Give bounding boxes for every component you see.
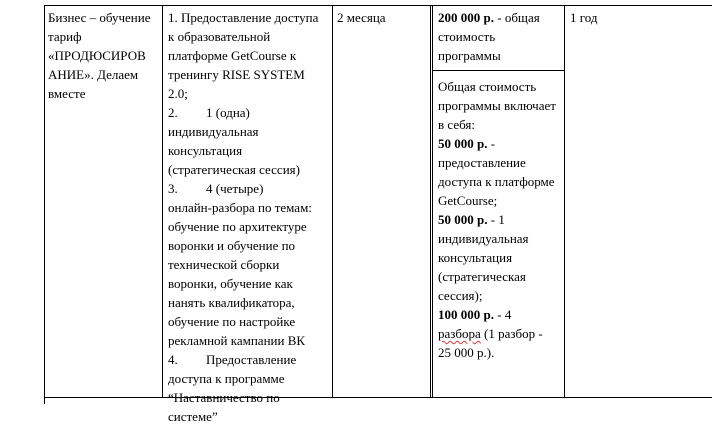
text-line: вместе [48,86,86,101]
col-divider-1 [162,5,163,398]
price-label: - общая [493,10,540,25]
list-text: 4 (четыре) [206,181,264,196]
price-value: 50 000 р. [438,212,488,227]
price-line [438,305,562,324]
text-line: GetCourse; [438,193,498,208]
text-line: Общая стоимость [438,79,537,94]
price-label: - 1 [487,212,505,227]
cell-price-breakdown [438,77,562,362]
text-line: нанять квалификатора, [168,295,295,310]
text-line: индивидуальная [168,124,259,139]
col4-split-border [432,70,565,71]
text-line: индивидуальная [438,231,529,246]
list-text: Предоставление доступа [181,10,319,25]
list-item-4 [168,350,330,369]
price-value: 100 000 р. [438,307,494,322]
list-item-3 [168,179,330,198]
price-label: - 4 [493,307,512,322]
table-row-bottom-border [44,397,712,398]
text-line: консультация [438,250,513,265]
text-line: «ПРОДЮСИРОВ [48,48,146,63]
text-line: Бизнес – обучение [48,10,151,25]
price-line [438,210,562,229]
text-line [438,324,562,343]
list-item-2 [168,103,330,122]
text-line: “Наставничество по [168,390,280,405]
col-divider-4 [564,5,565,398]
text-line: программы [438,48,501,63]
text-line: доступа к платформе [438,174,555,189]
text-line: стоимость [438,29,496,44]
text-line: 2.0; [168,86,188,101]
text-line: АНИЕ». Делаем [48,67,139,82]
col-divider-2 [332,5,333,398]
text-line: обучение по настройке [168,314,296,329]
text-line: воронки и обучение по [168,238,296,253]
list-number: 3. [168,181,178,196]
cell-duration [337,8,427,27]
col-divider-3-double [430,5,431,398]
text-line: (стратегическая сессия) [168,162,300,177]
list-number: 1. [168,10,178,25]
cell-tariff-name [48,8,160,103]
text-line: системе” [168,409,218,424]
price-line [438,8,562,27]
table-top-border [44,5,712,6]
list-text: Предоставление [206,352,297,367]
list-item-1 [168,8,330,27]
cell-total-price [438,8,562,65]
list-text: 1 (одна) [206,105,250,120]
text-line: сессия); [438,288,483,303]
price-label: - [487,136,496,151]
text-line: тариф [48,29,82,44]
list-number: 4. [168,352,178,367]
text-line: технической сборки [168,257,280,272]
text-line: рекламной кампании ВК [168,333,306,348]
text-line: тренингу RISE SYSTEM [168,67,305,82]
text-line: обучение по архитектуре [168,219,307,234]
price-line [438,134,562,153]
list-number: 2. [168,105,178,120]
text-line: предоставление [438,155,526,170]
text-line: в себя: [438,117,475,132]
cell-services-list [168,8,330,426]
text-line: платформе GetCourse к [168,48,297,63]
cell-validity [570,8,690,27]
text-line: консультация [168,143,243,158]
text-fragment: (1 разбор - [480,326,543,341]
price-value: 200 000 р. [438,10,494,25]
text-line: воронки, обучение как [168,276,293,291]
text-line: 25 000 р.). [438,345,495,360]
text-line: (стратегическая [438,269,526,284]
table-left-border [44,5,45,404]
validity-text: 1 год [570,10,598,25]
text-line: программы включает [438,98,556,113]
text-line: доступа к программе [168,371,285,386]
spellcheck-word: разбора [438,326,481,341]
duration-text: 2 месяца [337,10,386,25]
text-line: к образовательной [168,29,271,44]
text-line: онлайн-разбора по темам: [168,200,312,215]
price-value: 50 000 р. [438,136,488,151]
col-divider-3-double-inner [432,5,433,398]
